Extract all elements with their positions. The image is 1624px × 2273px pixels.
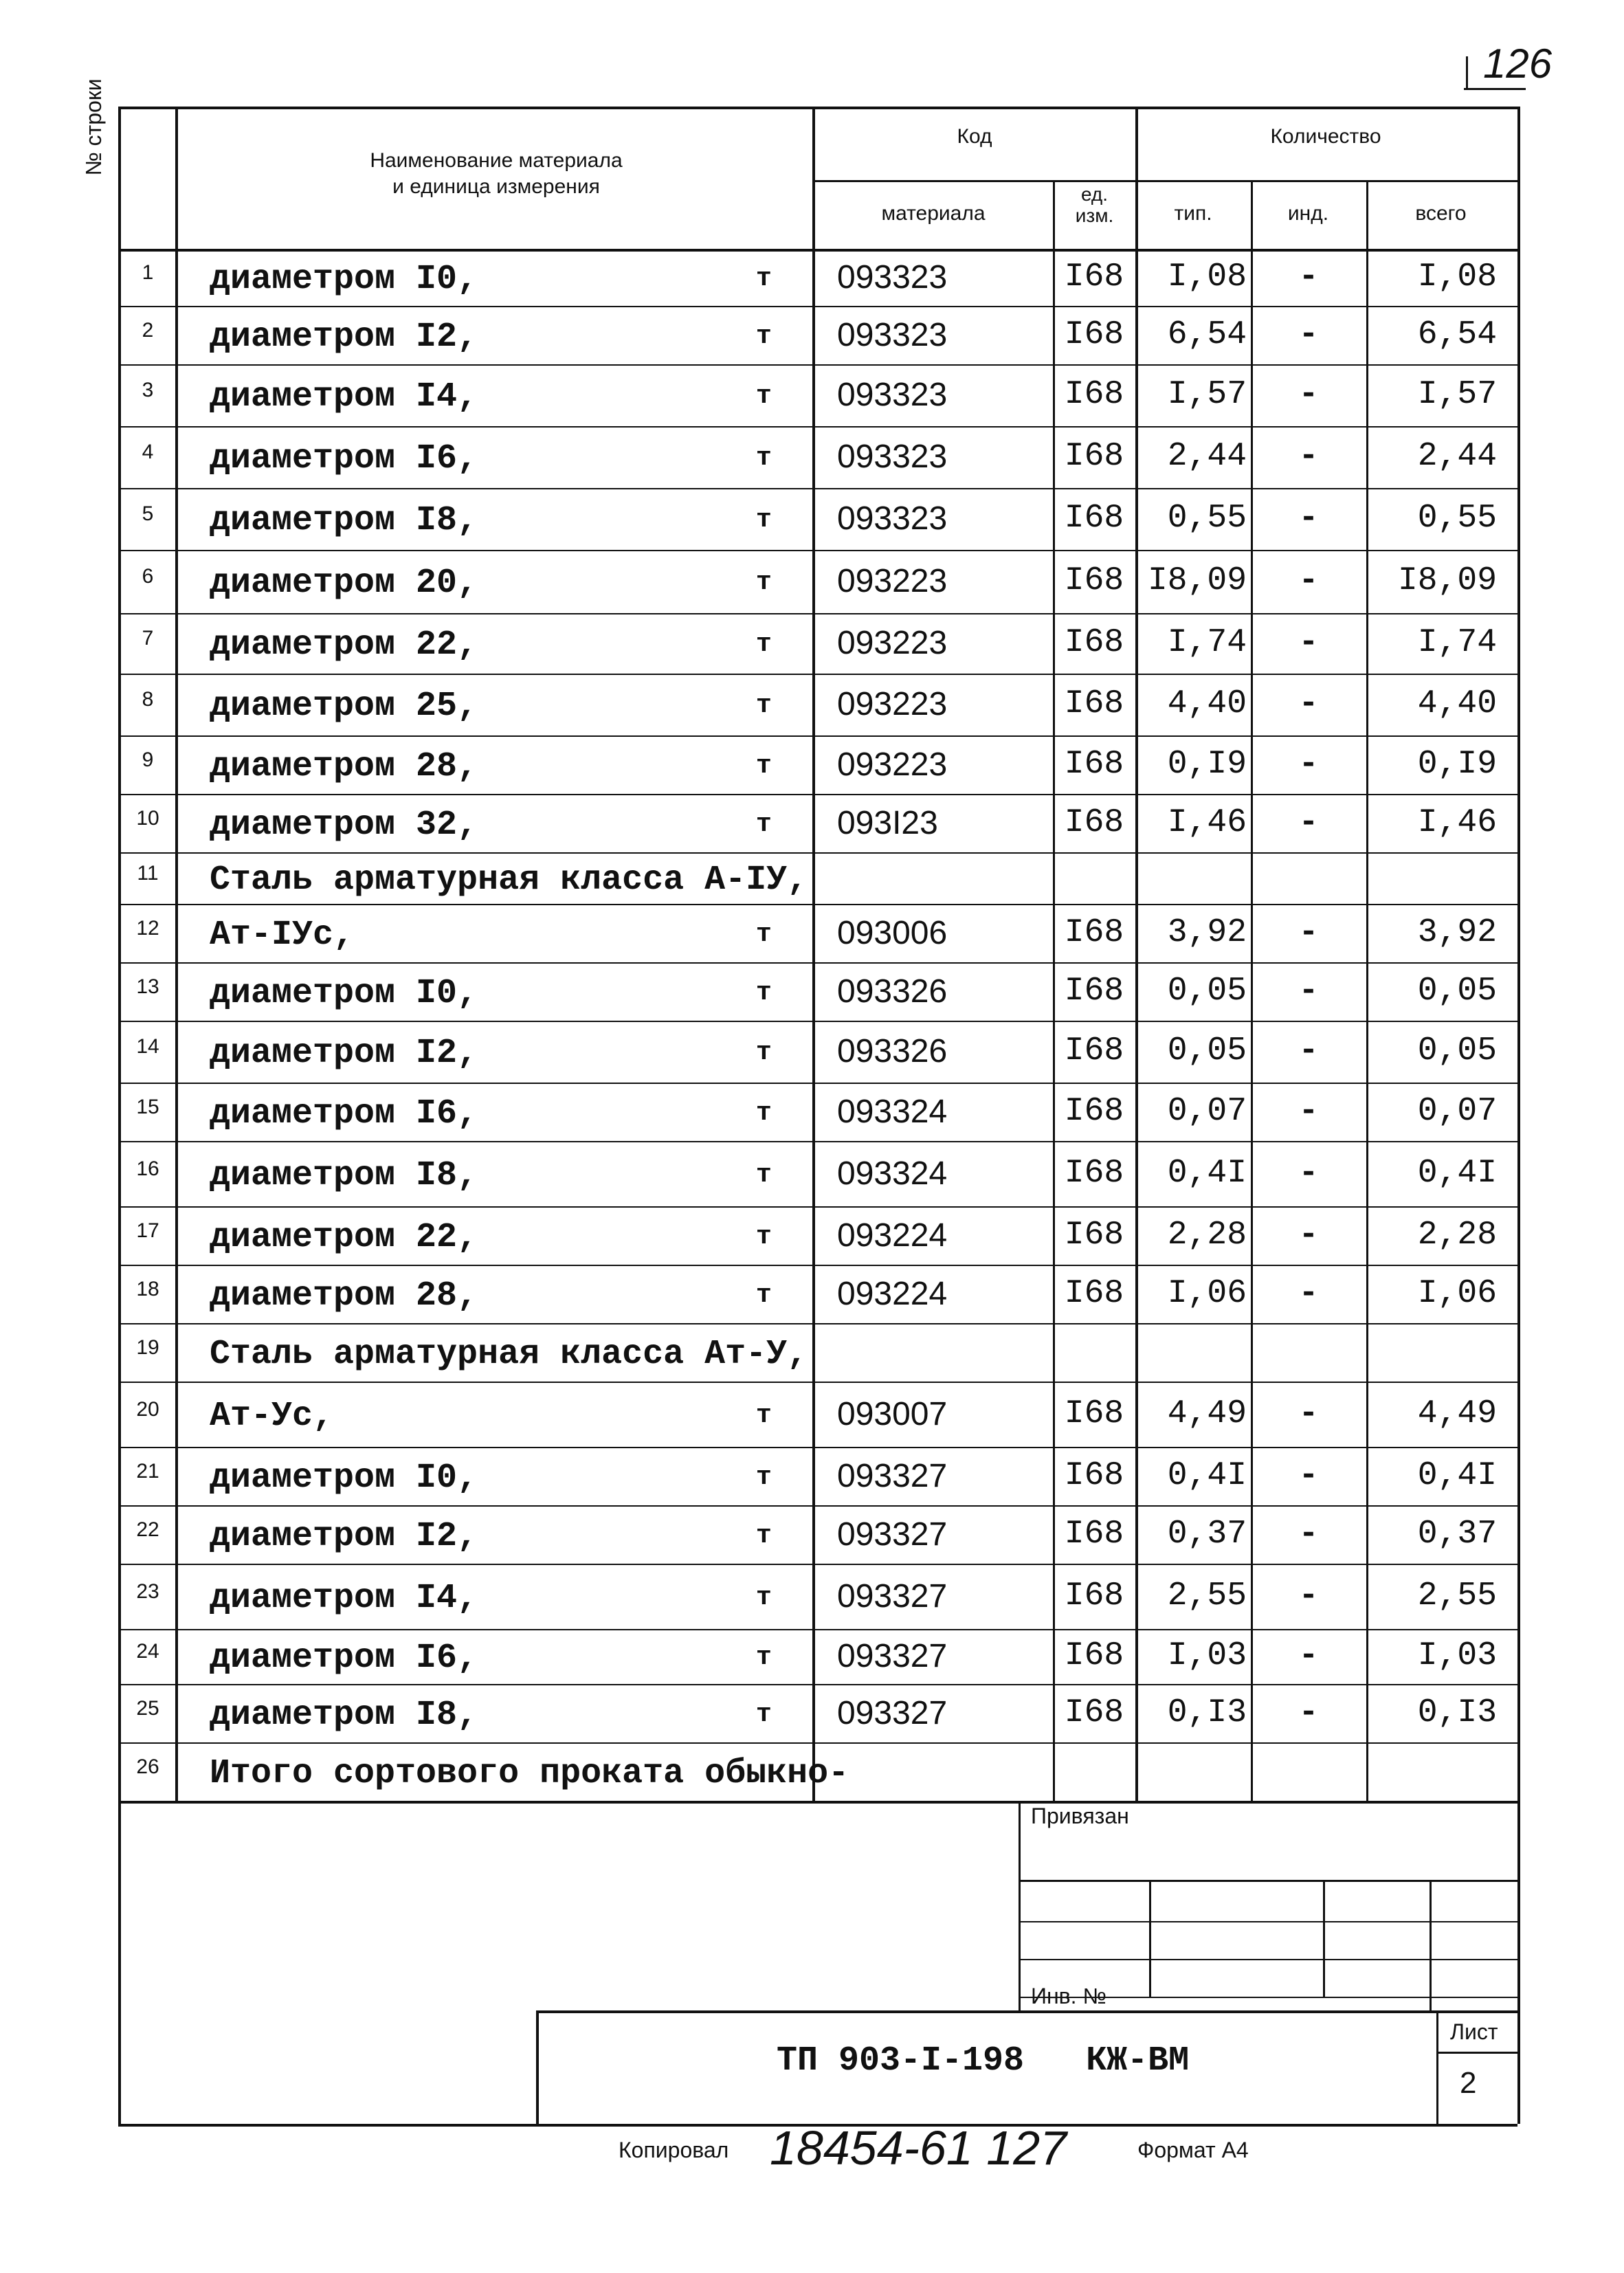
- qty-total: 0,I9: [1417, 745, 1497, 783]
- header-material: материала: [881, 202, 986, 225]
- unit-code: I68: [1064, 315, 1124, 353]
- unit-mark: т: [756, 443, 772, 473]
- row-number: 3: [142, 379, 154, 401]
- row-number: 14: [136, 1035, 159, 1058]
- material-code: 093I23: [837, 804, 938, 841]
- unit-mark: т: [756, 691, 772, 720]
- material-code: 093224: [837, 1217, 948, 1254]
- qty-ind: -: [1298, 315, 1319, 353]
- unit-code: I68: [1064, 438, 1124, 475]
- qty-typ: 0,05: [1167, 972, 1247, 1010]
- qty-typ: 4,49: [1167, 1395, 1247, 1432]
- qty-ind: -: [1298, 1395, 1319, 1432]
- header-total: всего: [1415, 202, 1467, 225]
- qty-typ: 2,44: [1167, 438, 1247, 475]
- unit-code: I68: [1064, 1154, 1124, 1192]
- material-code: 093323: [837, 377, 948, 413]
- stamp-inv-no: Инв. №: [1031, 1984, 1106, 2008]
- qty-total: I,57: [1417, 376, 1497, 413]
- material-name: диаметром I8,: [210, 1695, 478, 1735]
- unit-code: I68: [1064, 376, 1124, 413]
- qty-total: 0,37: [1417, 1515, 1497, 1553]
- material-code: 093326: [837, 1033, 948, 1069]
- qty-total: I,74: [1417, 624, 1497, 661]
- material-name: Итого сортового проката обыкно-: [210, 1753, 849, 1793]
- material-code: 093006: [837, 914, 948, 951]
- material-code: 093224: [837, 1275, 948, 1312]
- material-name: диаметром I2,: [210, 1034, 478, 1073]
- material-code: 093327: [837, 1638, 948, 1674]
- qty-typ: 0,4I: [1167, 1456, 1247, 1494]
- qty-typ: 0,05: [1167, 1032, 1247, 1069]
- footer-copy-number: 18454-61 127: [770, 2121, 1067, 2175]
- unit-code: I68: [1064, 803, 1124, 841]
- unit-mark: т: [756, 263, 772, 293]
- unit-code: I68: [1064, 1395, 1124, 1432]
- material-code: 093223: [837, 563, 948, 599]
- material-name: диаметром 28,: [210, 746, 478, 786]
- qty-ind: -: [1298, 258, 1319, 296]
- material-name: диаметром I0,: [210, 259, 478, 299]
- row-number: 18: [136, 1277, 159, 1300]
- material-code: 093223: [837, 625, 948, 661]
- unit-mark: т: [756, 568, 772, 597]
- row-number: 19: [136, 1335, 159, 1359]
- qty-ind: -: [1298, 1032, 1319, 1069]
- material-name: диаметром 22,: [210, 1217, 478, 1257]
- qty-total: 0,4I: [1417, 1154, 1497, 1192]
- unit-mark: т: [756, 809, 772, 839]
- qty-typ: I,06: [1167, 1274, 1247, 1312]
- qty-total: I,06: [1417, 1274, 1497, 1312]
- qty-total: 4,40: [1417, 685, 1497, 722]
- page-number: 126: [1483, 41, 1553, 87]
- row-number: 5: [142, 502, 154, 525]
- row-number: 6: [142, 565, 154, 588]
- qty-ind: -: [1298, 624, 1319, 661]
- qty-total: 0,55: [1417, 500, 1497, 537]
- unit-mark: т: [756, 1520, 772, 1551]
- unit-mark: т: [756, 1038, 772, 1067]
- stamp-sheet-no: 2: [1460, 2066, 1477, 2100]
- unit-code: I68: [1064, 258, 1124, 296]
- row-number: 1: [142, 260, 154, 284]
- header-name-line1: Наименование материала: [370, 149, 623, 172]
- qty-typ: 6,54: [1167, 315, 1247, 353]
- row-number: 24: [136, 1640, 159, 1663]
- row-number: 16: [136, 1157, 159, 1180]
- material-name: диаметром I2,: [210, 317, 478, 357]
- qty-total: 3,92: [1417, 913, 1497, 951]
- qty-ind: -: [1298, 500, 1319, 537]
- unit-mark: т: [756, 751, 772, 781]
- qty-ind: -: [1298, 438, 1319, 475]
- row-number: 9: [142, 748, 154, 771]
- qty-typ: 3,92: [1167, 913, 1247, 951]
- qty-ind: -: [1298, 1456, 1319, 1494]
- unit-mark: т: [756, 1699, 772, 1729]
- unit-mark: т: [756, 1582, 772, 1612]
- header-quantity: Количество: [1270, 125, 1381, 148]
- unit-mark: т: [756, 381, 772, 411]
- material-name: диаметром I0,: [210, 973, 478, 1013]
- qty-ind: -: [1298, 745, 1319, 783]
- qty-ind: -: [1298, 685, 1319, 722]
- material-name: диаметром I8,: [210, 501, 478, 540]
- unit-code: I68: [1064, 913, 1124, 951]
- row-number: 8: [142, 688, 154, 711]
- unit-mark: т: [756, 1462, 772, 1492]
- qty-ind: -: [1298, 1154, 1319, 1192]
- unit-mark: т: [756, 630, 772, 659]
- qty-total: 0,05: [1417, 1032, 1497, 1069]
- row-number: 22: [136, 1518, 159, 1541]
- row-number: 10: [136, 806, 159, 830]
- qty-typ: 0,4I: [1167, 1154, 1247, 1192]
- unit-code: I68: [1064, 1274, 1124, 1312]
- unit-code: I68: [1064, 1694, 1124, 1731]
- header-row-no: № строки: [81, 78, 106, 176]
- material-code: 093324: [837, 1155, 948, 1192]
- stamp-designation: ТП 903-I-198 КЖ-ВМ: [777, 2041, 1190, 2081]
- qty-total: 2,44: [1417, 438, 1497, 475]
- unit-mark: т: [756, 1400, 772, 1430]
- qty-typ: 0,37: [1167, 1515, 1247, 1553]
- row-number: 26: [136, 1755, 159, 1778]
- stamp-sheet-label: Лист: [1450, 2019, 1498, 2044]
- row-number: 23: [136, 1579, 159, 1603]
- material-name: диаметром 32,: [210, 805, 478, 845]
- material-code: 093223: [837, 746, 948, 783]
- row-number: 20: [136, 1397, 159, 1421]
- material-name: диаметром I6,: [210, 1094, 478, 1133]
- material-name: Ат-Ус,: [210, 1396, 334, 1436]
- row-number: 7: [142, 627, 154, 650]
- qty-total: 0,07: [1417, 1092, 1497, 1130]
- header-name: [180, 148, 812, 199]
- material-name: диаметром I4,: [210, 1578, 478, 1618]
- material-name: Сталь арматурная класса А-IУ,: [210, 860, 808, 900]
- material-code: 093223: [837, 686, 948, 722]
- header-unit: [1055, 184, 1134, 227]
- qty-ind: -: [1298, 1637, 1319, 1674]
- qty-ind: -: [1298, 1274, 1319, 1312]
- unit-code: I68: [1064, 1032, 1124, 1069]
- qty-ind: -: [1298, 1694, 1319, 1731]
- qty-typ: 2,55: [1167, 1577, 1247, 1615]
- unit-mark: т: [756, 919, 772, 949]
- qty-total: I,08: [1417, 258, 1497, 296]
- qty-typ: 0,55: [1167, 500, 1247, 537]
- qty-ind: -: [1298, 376, 1319, 413]
- unit-code: I68: [1064, 1216, 1124, 1254]
- qty-total: I,46: [1417, 803, 1497, 841]
- qty-typ: 0,07: [1167, 1092, 1247, 1130]
- unit-mark: т: [756, 1221, 772, 1252]
- row-number: 4: [142, 441, 154, 463]
- row-number: 2: [142, 318, 154, 342]
- unit-code: I68: [1064, 624, 1124, 661]
- qty-ind: -: [1298, 1577, 1319, 1615]
- qty-typ: I8,09: [1147, 562, 1247, 599]
- qty-typ: I,03: [1167, 1637, 1247, 1674]
- qty-typ: I,08: [1167, 258, 1247, 296]
- unit-code: I68: [1064, 972, 1124, 1010]
- material-name: диаметром I6,: [210, 1639, 478, 1678]
- row-number: 15: [136, 1095, 159, 1118]
- material-code: 093326: [837, 973, 948, 1010]
- material-code: 093007: [837, 1395, 948, 1432]
- header-name-line2: и единица измерения: [392, 175, 600, 198]
- row-number: 21: [136, 1459, 159, 1483]
- material-name: диаметром I8,: [210, 1155, 478, 1195]
- unit-code: I68: [1064, 1577, 1124, 1615]
- material-code: 093327: [837, 1516, 948, 1553]
- qty-typ: 0,I3: [1167, 1694, 1247, 1731]
- unit-mark: т: [756, 1643, 772, 1672]
- unit-code: I68: [1064, 685, 1124, 722]
- qty-ind: -: [1298, 1092, 1319, 1130]
- row-number: 13: [136, 975, 159, 998]
- row-number: 12: [136, 916, 159, 940]
- footer-format: Формат А4: [1137, 2138, 1249, 2162]
- unit-code: I68: [1064, 1637, 1124, 1674]
- material-name: диаметром 22,: [210, 625, 478, 665]
- material-name: диаметром I6,: [210, 439, 478, 478]
- material-name: диаметром I2,: [210, 1516, 478, 1556]
- qty-typ: 0,I9: [1167, 745, 1247, 783]
- qty-total: 0,05: [1417, 972, 1497, 1010]
- stamp-privyazan: Привязан: [1031, 1804, 1129, 1828]
- qty-typ: 4,40: [1167, 685, 1247, 722]
- unit-mark: т: [756, 1098, 772, 1128]
- material-code: 093327: [837, 1694, 948, 1731]
- material-code: 093323: [837, 439, 948, 475]
- unit-code: I68: [1064, 745, 1124, 783]
- material-code: 093324: [837, 1093, 948, 1130]
- qty-ind: -: [1298, 1515, 1319, 1553]
- footer-copied: Копировал: [619, 2138, 729, 2162]
- qty-ind: -: [1298, 803, 1319, 841]
- unit-mark: т: [756, 505, 772, 535]
- header-code: Код: [957, 125, 992, 148]
- material-code: 093323: [837, 316, 948, 353]
- qty-ind: -: [1298, 913, 1319, 951]
- qty-typ: 2,28: [1167, 1216, 1247, 1254]
- row-number: 11: [137, 861, 159, 885]
- header-unit-line2: изм.: [1075, 204, 1114, 226]
- material-name: диаметром 20,: [210, 564, 478, 603]
- qty-total: 4,49: [1417, 1395, 1497, 1432]
- qty-total: 2,28: [1417, 1216, 1497, 1254]
- unit-code: I68: [1064, 1092, 1124, 1130]
- row-number: 17: [136, 1219, 159, 1242]
- material-code: 093327: [837, 1457, 948, 1494]
- unit-code: I68: [1064, 500, 1124, 537]
- material-code: 093323: [837, 500, 948, 537]
- qty-typ: I,74: [1167, 624, 1247, 661]
- material-code: 093327: [837, 1577, 948, 1615]
- unit-mark: т: [756, 977, 772, 1008]
- qty-total: 6,54: [1417, 315, 1497, 353]
- material-name: диаметром 28,: [210, 1276, 478, 1316]
- qty-typ: I,57: [1167, 376, 1247, 413]
- qty-ind: -: [1298, 1216, 1319, 1254]
- material-name: диаметром 25,: [210, 687, 478, 726]
- material-name: диаметром I0,: [210, 1458, 478, 1498]
- row-number: 25: [136, 1696, 159, 1720]
- unit-code: I68: [1064, 1456, 1124, 1494]
- unit-mark: т: [756, 1280, 772, 1310]
- qty-ind: -: [1298, 972, 1319, 1010]
- material-name: диаметром I4,: [210, 377, 478, 417]
- qty-total: 2,55: [1417, 1577, 1497, 1615]
- unit-code: I68: [1064, 1515, 1124, 1553]
- header-unit-line1: ед.: [1080, 184, 1109, 205]
- qty-total: I,03: [1417, 1637, 1497, 1674]
- unit-code: I68: [1064, 562, 1124, 599]
- material-name: Сталь арматурная класса Ат-У,: [210, 1334, 808, 1374]
- qty-typ: I,46: [1167, 803, 1247, 841]
- unit-mark: т: [756, 1160, 772, 1190]
- material-code: 093323: [837, 258, 948, 296]
- qty-total: 0,I3: [1417, 1694, 1497, 1731]
- unit-mark: т: [756, 321, 772, 351]
- qty-ind: -: [1298, 562, 1319, 599]
- qty-total: I8,09: [1397, 562, 1497, 599]
- header-ind: инд.: [1287, 202, 1329, 225]
- header-typ: тип.: [1174, 202, 1212, 225]
- material-name: Ат-IУс,: [210, 915, 355, 955]
- qty-total: 0,4I: [1417, 1456, 1497, 1494]
